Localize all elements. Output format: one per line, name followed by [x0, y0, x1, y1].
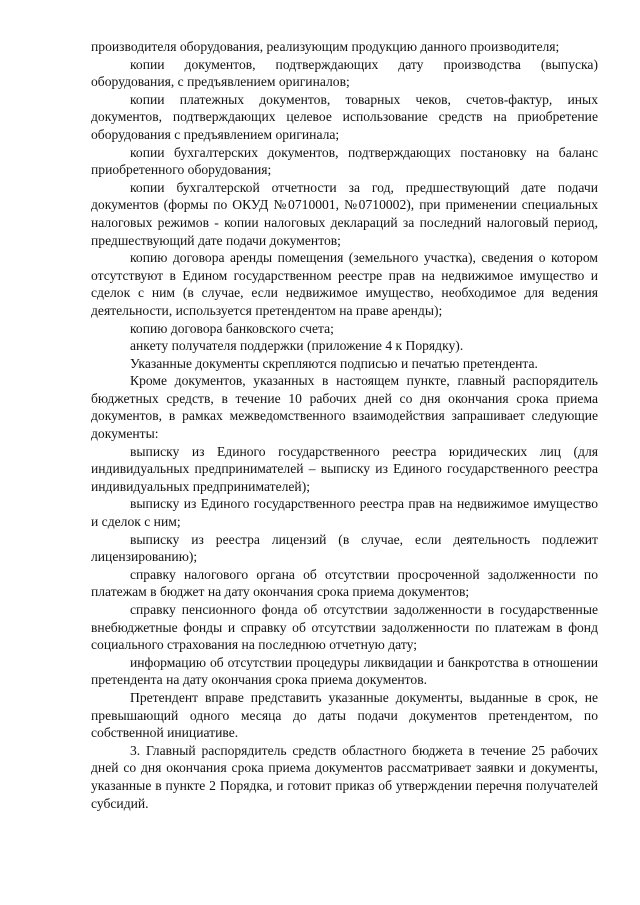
- paragraph: копию договора аренды помещения (земельного участка), сведения о котором отсутствуют в Едином государственном реестре прав на недвижимое имущество и сделок с ним (в случае, если недвижимое имущество, необходимое для ведения деятельности, используется претендентом на праве аренды);: [91, 250, 598, 318]
- paragraph: копии бухгалтерской отчетности за год, предшествующий дате подачи документов (формы по ОКУД №0710001, №0710002), при применении специальных налоговых режимов - копии налоговых деклараций за последний налоговый период, предшествующий дате подачи документов;: [91, 179, 598, 248]
- paragraph: справку налогового органа об отсутствии просроченной задолженности по платежам в бюджет на дату окончания срока приема документов;: [91, 566, 598, 600]
- paragraph: Указанные документы скрепляются подписью и печатью претендента.: [130, 355, 538, 371]
- paragraph: Кроме документов, указанных в настоящем пункте, главный распорядитель бюджетных средств, в течение 10 рабочих дней со дня окончания срока приема документов, в рамках межведомственного взаимодействия запрашивает следующие документы:: [91, 373, 598, 442]
- paragraph: информацию об отсутствии процедуры ликвидации и банкротства в отношении претендента на дату окончания срока приема документов.: [91, 654, 598, 688]
- paragraph: Претендент вправе представить указанные документы, выданные в срок, не превышающий одного месяца до даты подачи документов претендентом, по собственной инициативе.: [91, 689, 598, 741]
- paragraph: выписку из Единого государственного реестра прав на недвижимое имущество и сделок с ним;: [91, 496, 598, 530]
- paragraph: копии документов, подтверждающих дату производства (выпуска) оборудования, с предъявлением оригиналов;: [91, 56, 598, 90]
- paragraph: копию договора банковского счета;: [130, 320, 334, 336]
- paragraph: выписку из Единого государственного реестра юридических лиц (для индивидуальных предпринимателей – выписку из Единого государственного реестра индивидуальных предпринимателей);: [91, 443, 598, 494]
- paragraph: анкету получателя поддержки (приложение 4 к Порядку).: [130, 338, 464, 354]
- paragraph: копии платежных документов, товарных чеков, счетов-фактур, иных документов, подтверждающих целевое использование средств на приобретение оборудования с предъявлением оригинала;: [91, 91, 598, 142]
- paragraph: справку пенсионного фонда об отсутствии задолженности в государственные внебюджетные фонды и справку об отсутствии задолженности по платежам в фонд социального страхования на последнюю отчетную дату;: [91, 602, 598, 653]
- paragraph: 3. Главный распорядитель средств областного бюджета в течение 25 рабочих дней со дня окончания срока приема документов рассматривает заявки и документы, указанные в пункте 2 Порядка, и готовит приказ об утверждении перечня получателей субсидий.: [91, 742, 598, 811]
- paragraph: производителя оборудования, реализующим продукцию данного производителя;: [91, 39, 560, 54]
- paragraph: копии бухгалтерских документов, подтверждающих постановку на баланс приобретенного оборудования;: [91, 144, 598, 178]
- document-body: [91, 38, 598, 812]
- paragraph: выписку из реестра лицензий (в случае, если деятельность подлежит лицензированию);: [91, 531, 598, 565]
